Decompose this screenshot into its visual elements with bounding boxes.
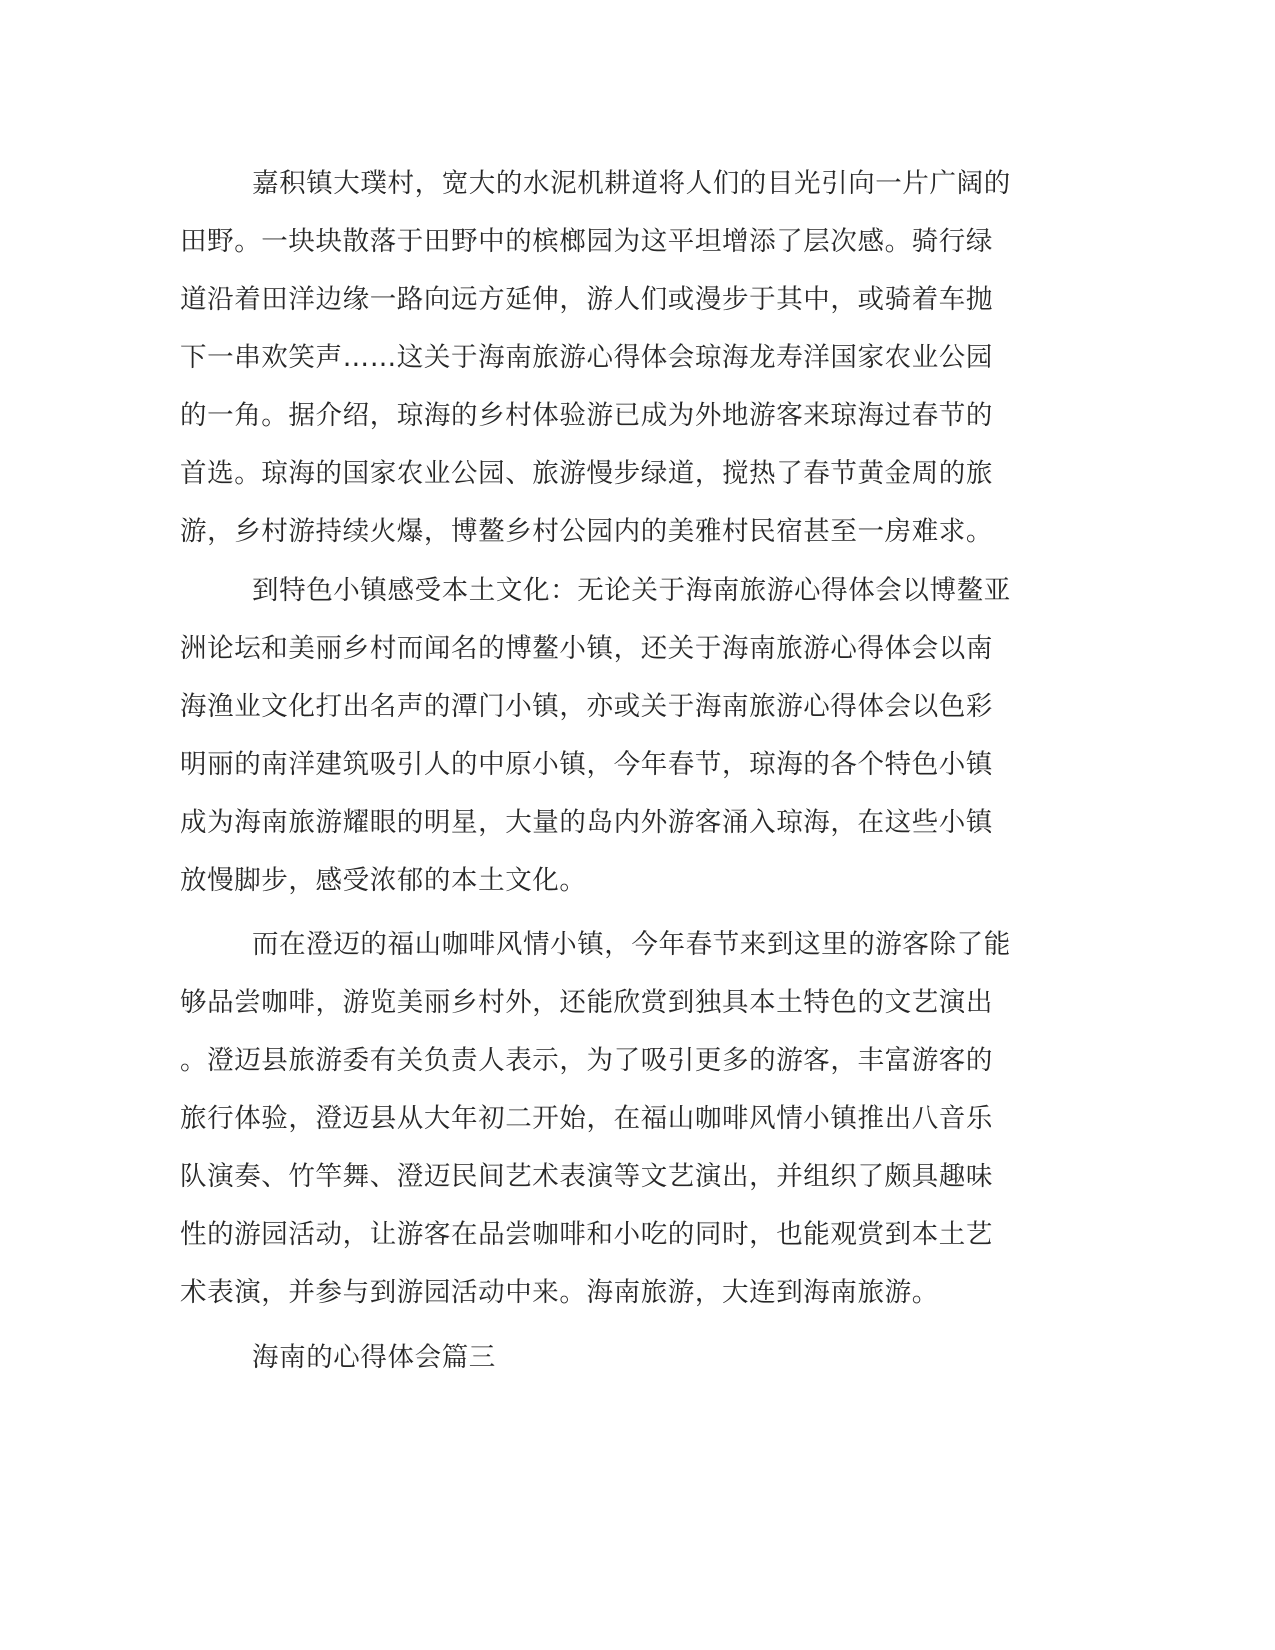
text-line: 海渔业文化打出名声的潭门小镇，亦或关于海南旅游心得体会以色彩 [180,691,993,722]
text-line: 够品尝咖啡，游览美丽乡村外，还能欣赏到独具本土特色的文艺演出 [180,987,993,1018]
text-line: 的一角。据介绍，琼海的乡村体验游已成为外地游客来琼海过春节的 [180,400,993,431]
text-line: 术表演，并参与到游园活动中来。海南旅游，大连到海南旅游。 [180,1277,939,1308]
text-line: 洲论坛和美丽乡村而闻名的博鳌小镇，还关于海南旅游心得体会以南 [180,633,993,664]
text-line: 到特色小镇感受本土文化：无论关于海南旅游心得体会以博鳌亚 [252,575,1011,606]
text-line: 性的游园活动，让游客在品尝咖啡和小吃的同时，也能观赏到本土艺 [180,1219,993,1250]
text-line: 而在澄迈的福山咖啡风情小镇，今年春节来到这里的游客除了能 [252,929,1011,960]
text-line: 明丽的南洋建筑吸引人的中原小镇，今年春节，琼海的各个特色小镇 [180,749,993,780]
text-line: 下一串欢笑声……这关于海南旅游心得体会琼海龙寿洋国家农业公园 [180,342,993,373]
text-line: 旅行体验，澄迈县从大年初二开始，在福山咖啡风情小镇推出八音乐 [180,1103,993,1134]
section-heading: 海南的心得体会篇三 [252,1342,496,1373]
text-line: 道沿着田洋边缘一路向远方延伸，游人们或漫步于其中，或骑着车抛 [180,284,993,315]
text-line: 游，乡村游持续火爆，博鳌乡村公园内的美雅村民宿甚至一房难求。 [180,516,993,547]
text-line: 放慢脚步，感受浓郁的本土文化。 [180,865,587,896]
text-line: 嘉积镇大璞村，宽大的水泥机耕道将人们的目光引向一片广阔的 [252,168,1011,199]
text-line: 队演奏、竹竿舞、澄迈民间艺术表演等文艺演出，并组织了颇具趣味 [180,1161,993,1192]
text-line: 首选。琼海的国家农业公园、旅游慢步绿道，搅热了春节黄金周的旅 [180,458,993,489]
text-line: 成为海南旅游耀眼的明星，大量的岛内外游客涌入琼海，在这些小镇 [180,807,993,838]
text-line: 田野。一块块散落于田野中的槟榔园为这平坦增添了层次感。骑行绿 [180,226,993,257]
text-line: 。澄迈县旅游委有关负责人表示，为了吸引更多的游客，丰富游客的 [180,1045,993,1076]
